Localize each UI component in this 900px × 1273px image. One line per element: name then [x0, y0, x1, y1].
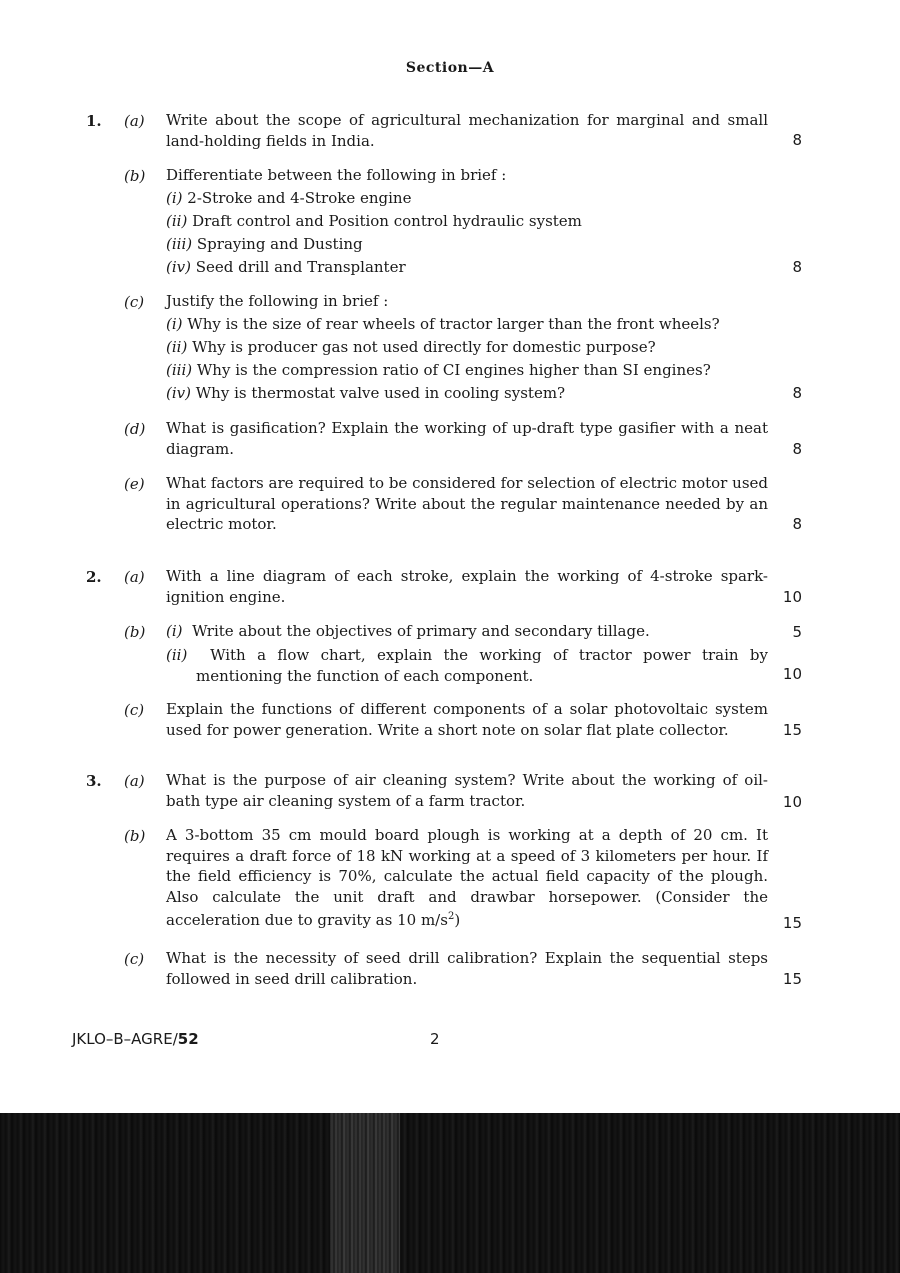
- q3-part-a-text: What is the purpose of air cleaning system? Write about the working of oil-bath type air cleaning system of a farm tractor.: [166, 771, 768, 810]
- question-number-3: 3.: [86, 772, 102, 790]
- q2-part-a-label: (a): [124, 568, 145, 586]
- q1-part-b-item: (ii) Draft control and Position control hydraulic system: [166, 212, 582, 230]
- q1-part-b-text: Differentiate between the following in brief :: [166, 166, 507, 184]
- q1-part-d-label: (d): [124, 420, 146, 438]
- q2-part-b-item: (i) Write about the objectives of primary and secondary tillage.: [166, 622, 650, 640]
- scanner-edge-band: [0, 1113, 900, 1273]
- q2-part-c-marks: 15: [782, 721, 802, 739]
- q3-part-c-label: (c): [124, 950, 145, 968]
- q1-part-b-marks: 8: [792, 258, 802, 276]
- q3-part-a-label: (a): [124, 772, 145, 790]
- q1-part-c-item: (iii) Why is the compression ratio of CI engines higher than SI engines?: [166, 361, 711, 379]
- q1-part-e-label: (e): [124, 475, 145, 493]
- q1-part-a-text: Write about the scope of agricultural mechanization for marginal and small land-holding fields in India.: [166, 111, 768, 150]
- q2-part-b-item-marks: 10: [782, 665, 802, 683]
- q2-part-a-marks: 10: [782, 588, 802, 606]
- q1-part-c-item: (ii) Why is producer gas not used directly for domestic purpose?: [166, 338, 656, 356]
- q2-part-c-label: (c): [124, 701, 145, 719]
- q2-part-a-text: With a line diagram of each stroke, explain the working of 4-stroke spark-ignition engine.: [166, 567, 768, 606]
- q1-part-c-item: (i) Why is the size of rear wheels of tractor larger than the front wheels?: [166, 315, 720, 333]
- q1-part-c-text: Justify the following in brief :: [166, 292, 389, 310]
- q2-part-b-item-marks: 5: [792, 623, 802, 641]
- page-number: 2: [430, 1030, 440, 1048]
- q1-part-d-marks: 8: [792, 440, 802, 458]
- q2-part-b-label: (b): [124, 623, 146, 641]
- question-number-1: 1.: [86, 112, 102, 130]
- q1-part-b-item: (iv) Seed drill and Transplanter: [166, 258, 406, 276]
- q1-part-c-item: (iv) Why is thermostat valve used in cooling system?: [166, 384, 566, 402]
- section-title: Section—A: [405, 60, 495, 76]
- q3-part-b-label: (b): [124, 827, 146, 845]
- q1-part-e-text: What factors are required to be considered for selection of electric motor used in agricultural operations? Write about the regular maintenance needed by an electric motor.: [166, 474, 768, 533]
- q1-part-b-item: (iii) Spraying and Dusting: [166, 235, 363, 253]
- q3-part-b-marks: 15: [782, 914, 802, 932]
- q1-part-e-marks: 8: [792, 515, 802, 533]
- q3-part-a-marks: 10: [782, 793, 802, 811]
- q1-part-b-label: (b): [124, 167, 146, 185]
- q3-part-c-text: What is the necessity of seed drill calibration? Explain the sequential steps followed in seed drill calibration.: [166, 949, 768, 988]
- q1-part-b-item: (i) 2-Stroke and 4-Stroke engine: [166, 189, 412, 207]
- q1-part-d-text: What is gasification? Explain the working of up-draft type gasifier with a neat diagram.: [166, 419, 768, 458]
- q2-part-c-text: Explain the functions of different components of a solar photovoltaic system used for power generation. Write a short note on solar flat plate collector.: [166, 700, 768, 739]
- paper-code: JKLO–B–AGRE/52: [72, 1030, 199, 1048]
- q1-part-c-label: (c): [124, 293, 145, 311]
- q2-part-b-item: (ii) With a flow chart, explain the working of tractor power train by mentioning the function of each component.: [166, 646, 768, 685]
- q1-part-a-marks: 8: [792, 131, 802, 149]
- q1-part-a-label: (a): [124, 112, 145, 130]
- question-number-2: 2.: [86, 568, 102, 586]
- q3-part-b-text: A 3-bottom 35 cm mould board plough is working at a depth of 20 cm. It requires a draft force of 18 kN working at a speed of 3 kilometers per hour. If the field efficiency is 70%, calculate the actual field capacity of the plough. Also calculate the unit draft and drawbar horsepower. (Consider the acceleration due to gravity as 10 $m/s^2$): [166, 826, 768, 929]
- q1-part-c-marks: 8: [792, 384, 802, 402]
- q3-part-c-marks: 15: [782, 970, 802, 988]
